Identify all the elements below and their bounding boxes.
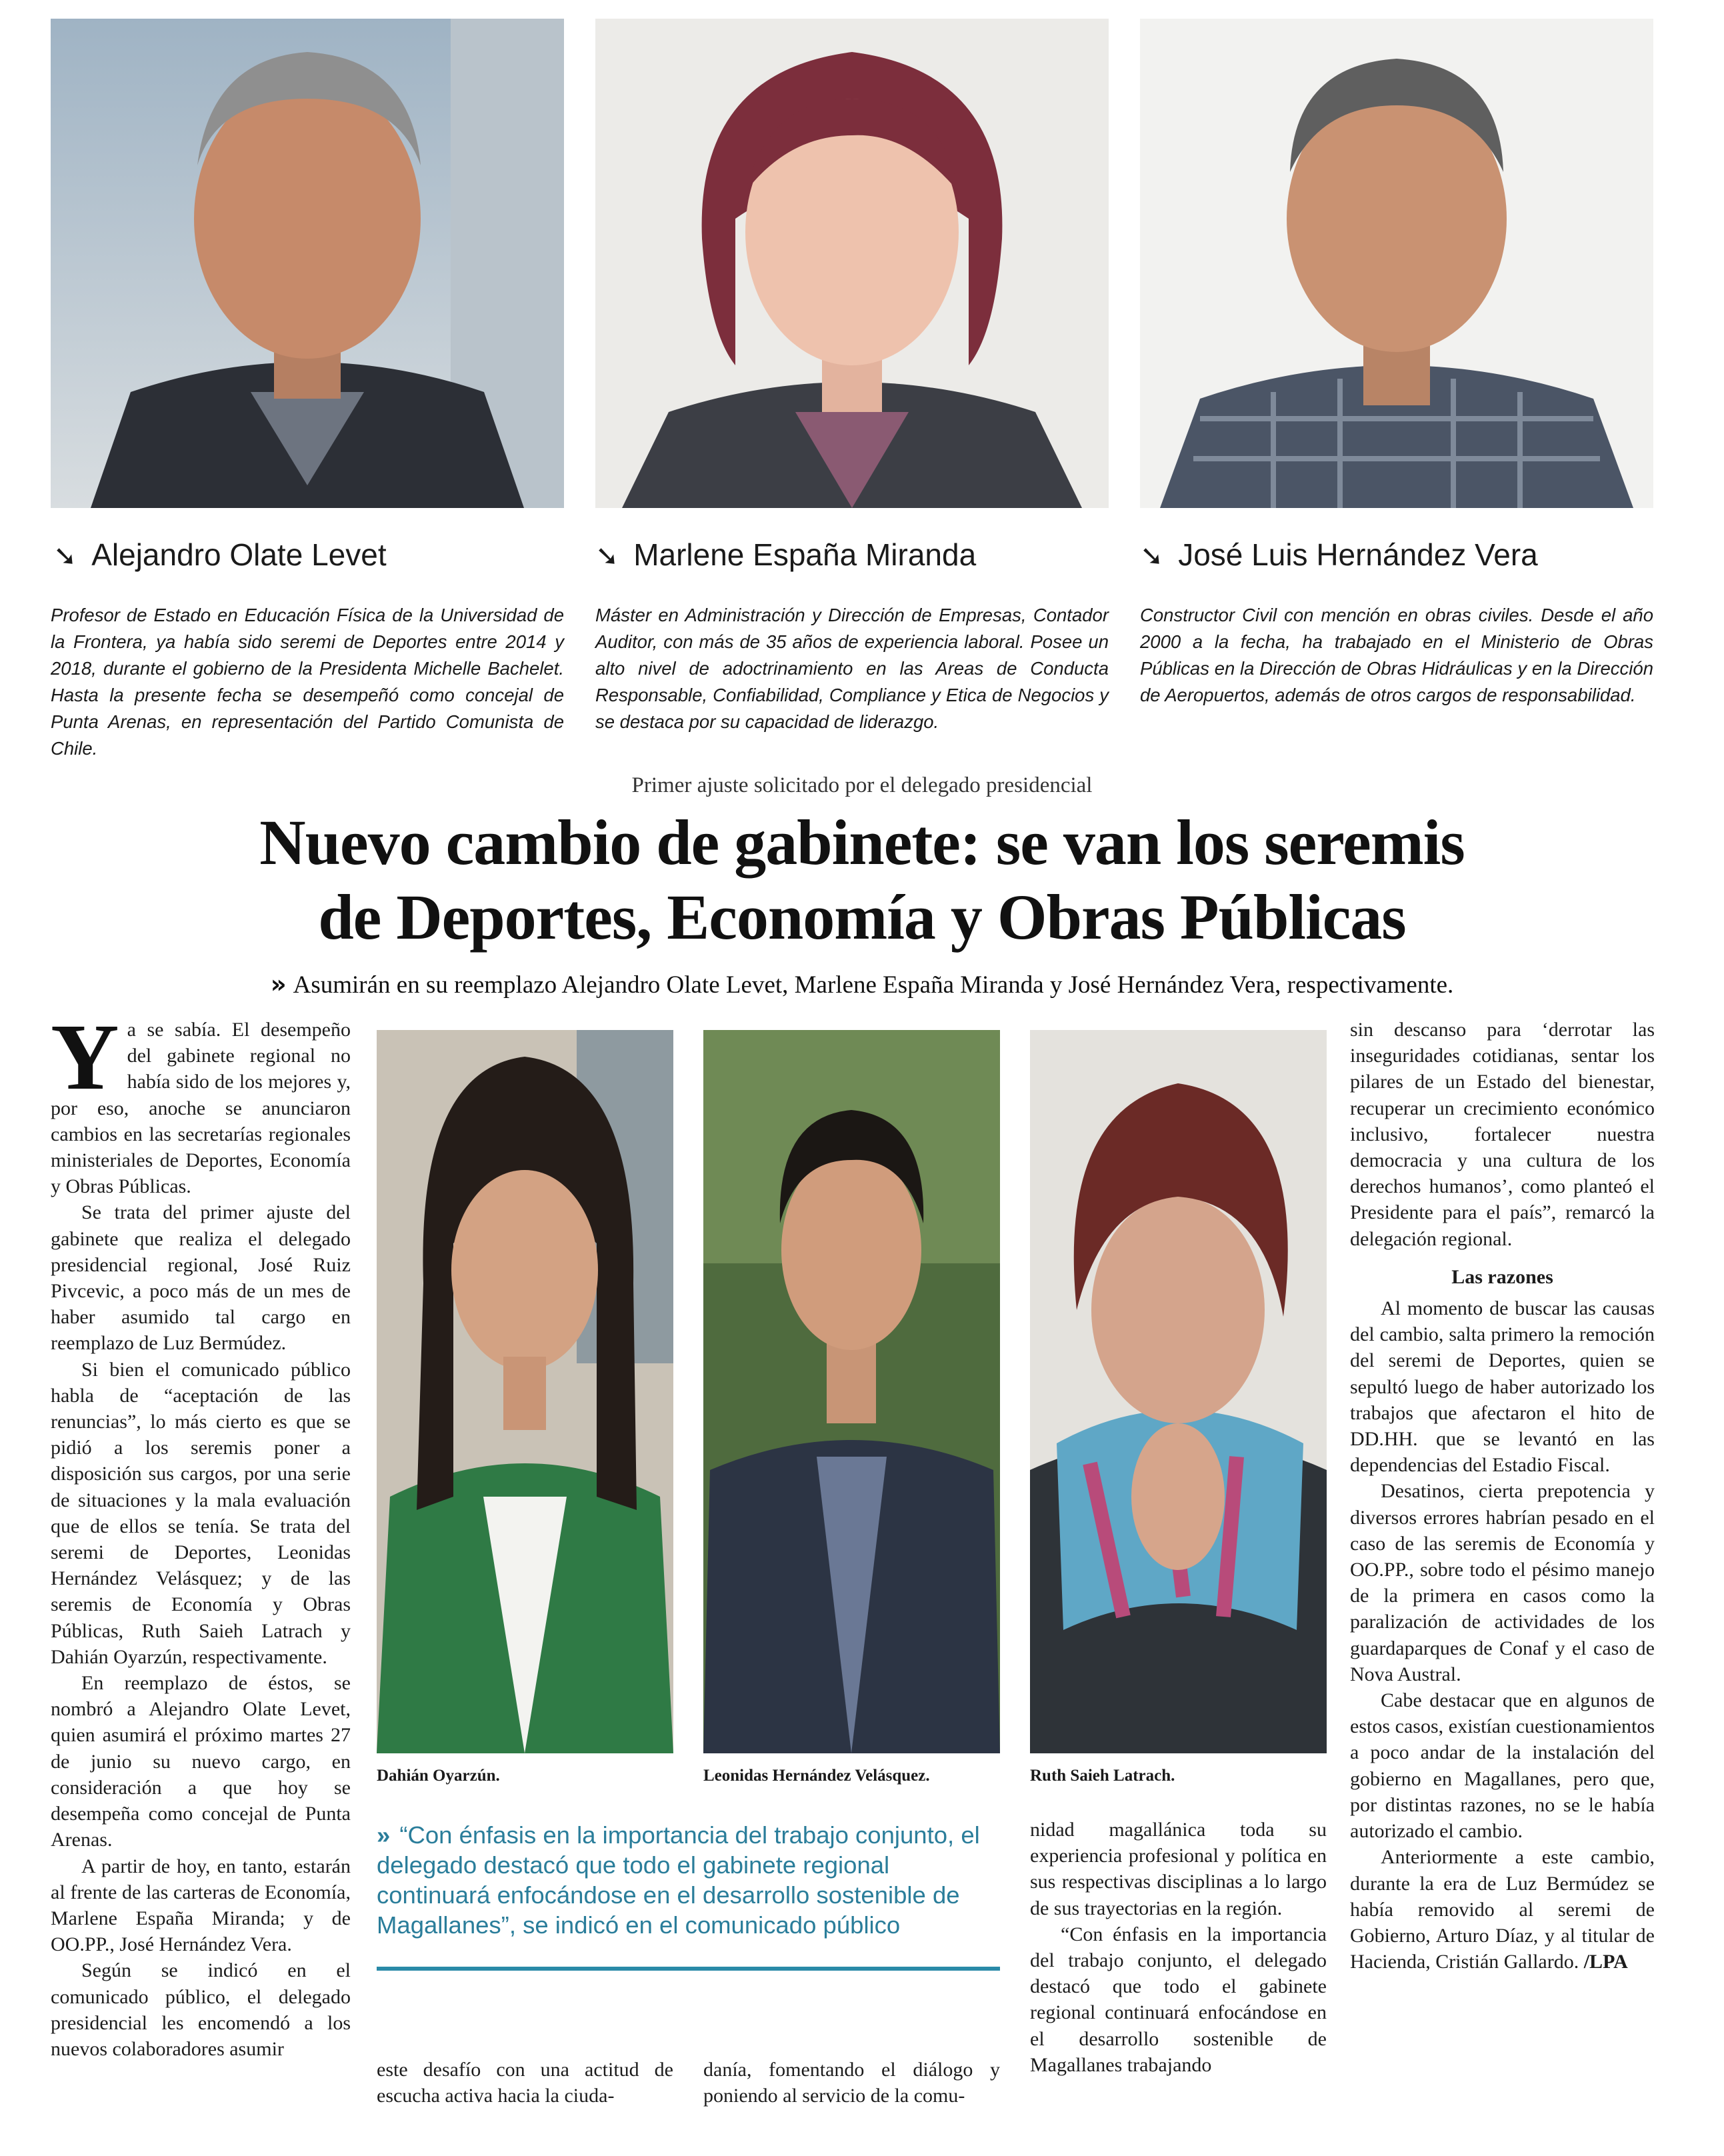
pull-quote-rule [377, 1967, 1000, 1971]
profile-name-text: José Luis Hernández Vera [1178, 537, 1538, 572]
photo-caption-1: Dahián Oyarzún. [377, 1767, 500, 1785]
article-paragraph: Anteriormente a este cambio, durante la era de Luz Bermúdez se había removido al seremi de Gobierno, Arturo Díaz, y al titular de Hacienda, Cristián Gallardo. /LPA [1350, 1846, 1655, 1973]
arrow-down-right-icon: ➘ [1140, 540, 1164, 571]
pull-quote-text: “Con énfasis en la importancia del trabajo conjunto, el delegado destacó que todo el gabinete regional continuará enfocándose en el desarrollo sostenible de Magallanes”, se indicó en el comunicado público [377, 1821, 980, 1939]
profile-name-text: Marlene España Miranda [633, 537, 977, 572]
headline [0, 805, 1724, 955]
article-paragraph: “Con énfasis en la importancia del trabajo conjunto, el delegado destacó que todo el gabinete regional continuará enfocándose en el desarrollo sostenible de Magallanes trabajando [1030, 1923, 1327, 2076]
photo-leonidas-hernandez [703, 1030, 1000, 1753]
photo-caption-3: Ruth Saieh Latrach. [1030, 1767, 1175, 1785]
double-chevron-icon: » [377, 1821, 391, 1849]
article-paragraph: En reemplazo de éstos, se nombró a Alejandro Olate Levet, quien asumirá el próximo martes 27 de junio su nuevo cargo, en consideración a que hoy se desempeña como concejal de Punta Arenas. [51, 1672, 351, 1851]
article-paragraph: A partir de hoy, en tanto, estarán al frente de las carteras de Economía, Marlene España Miranda; y de OO.PP., José Hernández Vera. [51, 1855, 351, 1956]
article-column-2-bottom [377, 2057, 673, 2109]
article-paragraph: Desatinos, cierta prepotencia y diversos errores habrían pesado en el caso de las seremis de Economía y OO.PP., sobre todo el pésimo manejo de la primera en casos como la paralización de actividades de los guardaparques de Conaf y el caso de Nova Austral. [1350, 1480, 1655, 1685]
kicker: Primer ajuste solicitado por el delegado presidencial [631, 773, 1093, 797]
section-title: Las razones [1451, 1265, 1553, 1288]
photo-jose-luis-hernandez [1140, 19, 1653, 508]
article-paragraph: Se trata del primer ajuste del gabinete que realiza el delegado presidencial regional, José Ruiz Pivcevic, a poco más de un mes de haber asumido tal cargo en reemplazo de Luz Bermúdez. [51, 1201, 351, 1355]
double-chevron-icon: » [270, 970, 287, 999]
article-paragraph: Cabe destacar que en algunos de estos casos, existían cuestionamientos a poco andar de la instalación del gobierno en Magallanes, pero que, por distintas razones, no se le había autorizado el cambio. [1350, 1689, 1655, 1843]
article-column-1 [51, 1004, 351, 2062]
signature: /LPA [1583, 1951, 1628, 1973]
profile-name-2 [595, 537, 976, 573]
profile-bio-3: Constructor Civil con mención en obras civiles. Desde el año 2000 a la fecha, ha trabajado en el Ministerio de Obras Públicas en la Dirección de Obras Hidráulicas y en la Dirección de Aeropuertos, además de otros cargos de responsabilidad. [1140, 605, 1653, 705]
photo-dahian-oyarzun [377, 1030, 673, 1753]
photo-marlene-espana [595, 19, 1109, 508]
subhead [0, 970, 1724, 999]
article-paragraph: Al momento de buscar las causas del cambio, salta primero la remoción del seremi de Deportes, quien se sepultó luego de haber autorizado los trabajos que afectaron el hito de DD.HH. que se levantó en las dependencias del Estadio Fiscal. [1350, 1297, 1655, 1477]
photo-ruth-saieh [1030, 1030, 1327, 1753]
headline-line-2: de Deportes, Economía y Obras Públicas [318, 881, 1406, 953]
profile-name-1 [53, 537, 387, 573]
arrow-down-right-icon: ➘ [53, 540, 77, 571]
article-column-4 [1030, 1817, 1327, 2078]
drop-cap: Y [51, 1004, 119, 1109]
photo-caption-2: Leonidas Hernández Velásquez. [703, 1767, 930, 1785]
article-paragraph: danía, fomentando el diálogo y poniendo al servicio de la comu- [703, 2059, 1000, 2107]
profile-bio-1: Profesor de Estado en Educación Física de la Universidad de la Frontera, ya había sido seremi de Deportes entre 2014 y 2018, durante el gobierno de la Presidenta Michelle Bachelet. Hasta la presente fecha se desempeñó como concejal de Punta Arenas, en representación del Partido Comunista de Chile. [51, 605, 564, 759]
arrow-down-right-icon: ➘ [595, 540, 619, 571]
article-paragraph: Ya se sabía. El desempeño del gabinete regional no había sido de los mejores y, por eso, anoche se anunciaron cambios en las secretarías regionales ministeriales de Deportes, Economía y Obras Públicas. [51, 1004, 351, 1198]
headline-line-1: Nuevo cambio de gabinete: se van los seremis [259, 807, 1465, 878]
article-column-3-bottom [703, 2057, 1000, 2109]
article-paragraph: Según se indicó en el comunicado público, el delegado presidencial les encomendó a los nuevos colaboradores asumir [51, 1959, 351, 2060]
article-column-5 [1350, 1017, 1655, 1975]
profile-name-3 [1140, 537, 1538, 573]
article-paragraph: Si bien el comunicado público habla de “aceptación de las renuncias”, lo más cierto es que se pidió a los seremis poner a disposición sus cargos, por una serie de situaciones y la mala evaluación que de ellos se tenía. Se trata del seremi de Deportes, Leonidas Hernández Velásquez; y de las seremis de Economía y Obras Públicas, Ruth Saieh Latrach y Dahián Oyarzún, respectivamente. [51, 1358, 351, 1668]
subhead-text: Asumirán en su reemplazo Alejandro Olate Levet, Marlene España Miranda y José Hernández Vera, respectivamente. [293, 971, 1454, 999]
article-paragraph: sin descanso para ‘derrotar las inseguridades cotidianas, sentar los pilares de un Estado del bienestar, recuperar un crecimiento económico inclusivo, fortalecer nuestra democracia y una cultura de los derechos humanos’, como planteó el Presidente para el país”, remarcó la delegación regional. [1350, 1019, 1655, 1250]
pull-quote [377, 1820, 1000, 1940]
article-paragraph: nidad magallánica toda su experiencia profesional y política en sus respectivas disciplinas a lo largo de sus trayectorias en la región. [1030, 1819, 1327, 1919]
article-paragraph: este desafío con una actitud de escucha activa hacia la ciuda- [377, 2059, 673, 2107]
profile-bio-2: Máster en Administración y Dirección de Empresas, Contador Auditor, con más de 35 años de experiencia laboral. Posee un alto nivel de adoctrinamiento en las Areas de Conducta Responsable, Confiabilidad, Compliance y Etica de Negocios y se destaca por su capacidad de liderazgo. [595, 605, 1109, 732]
profile-name-text: Alejandro Olate Levet [91, 537, 387, 572]
photo-alejandro-olate [51, 19, 564, 508]
